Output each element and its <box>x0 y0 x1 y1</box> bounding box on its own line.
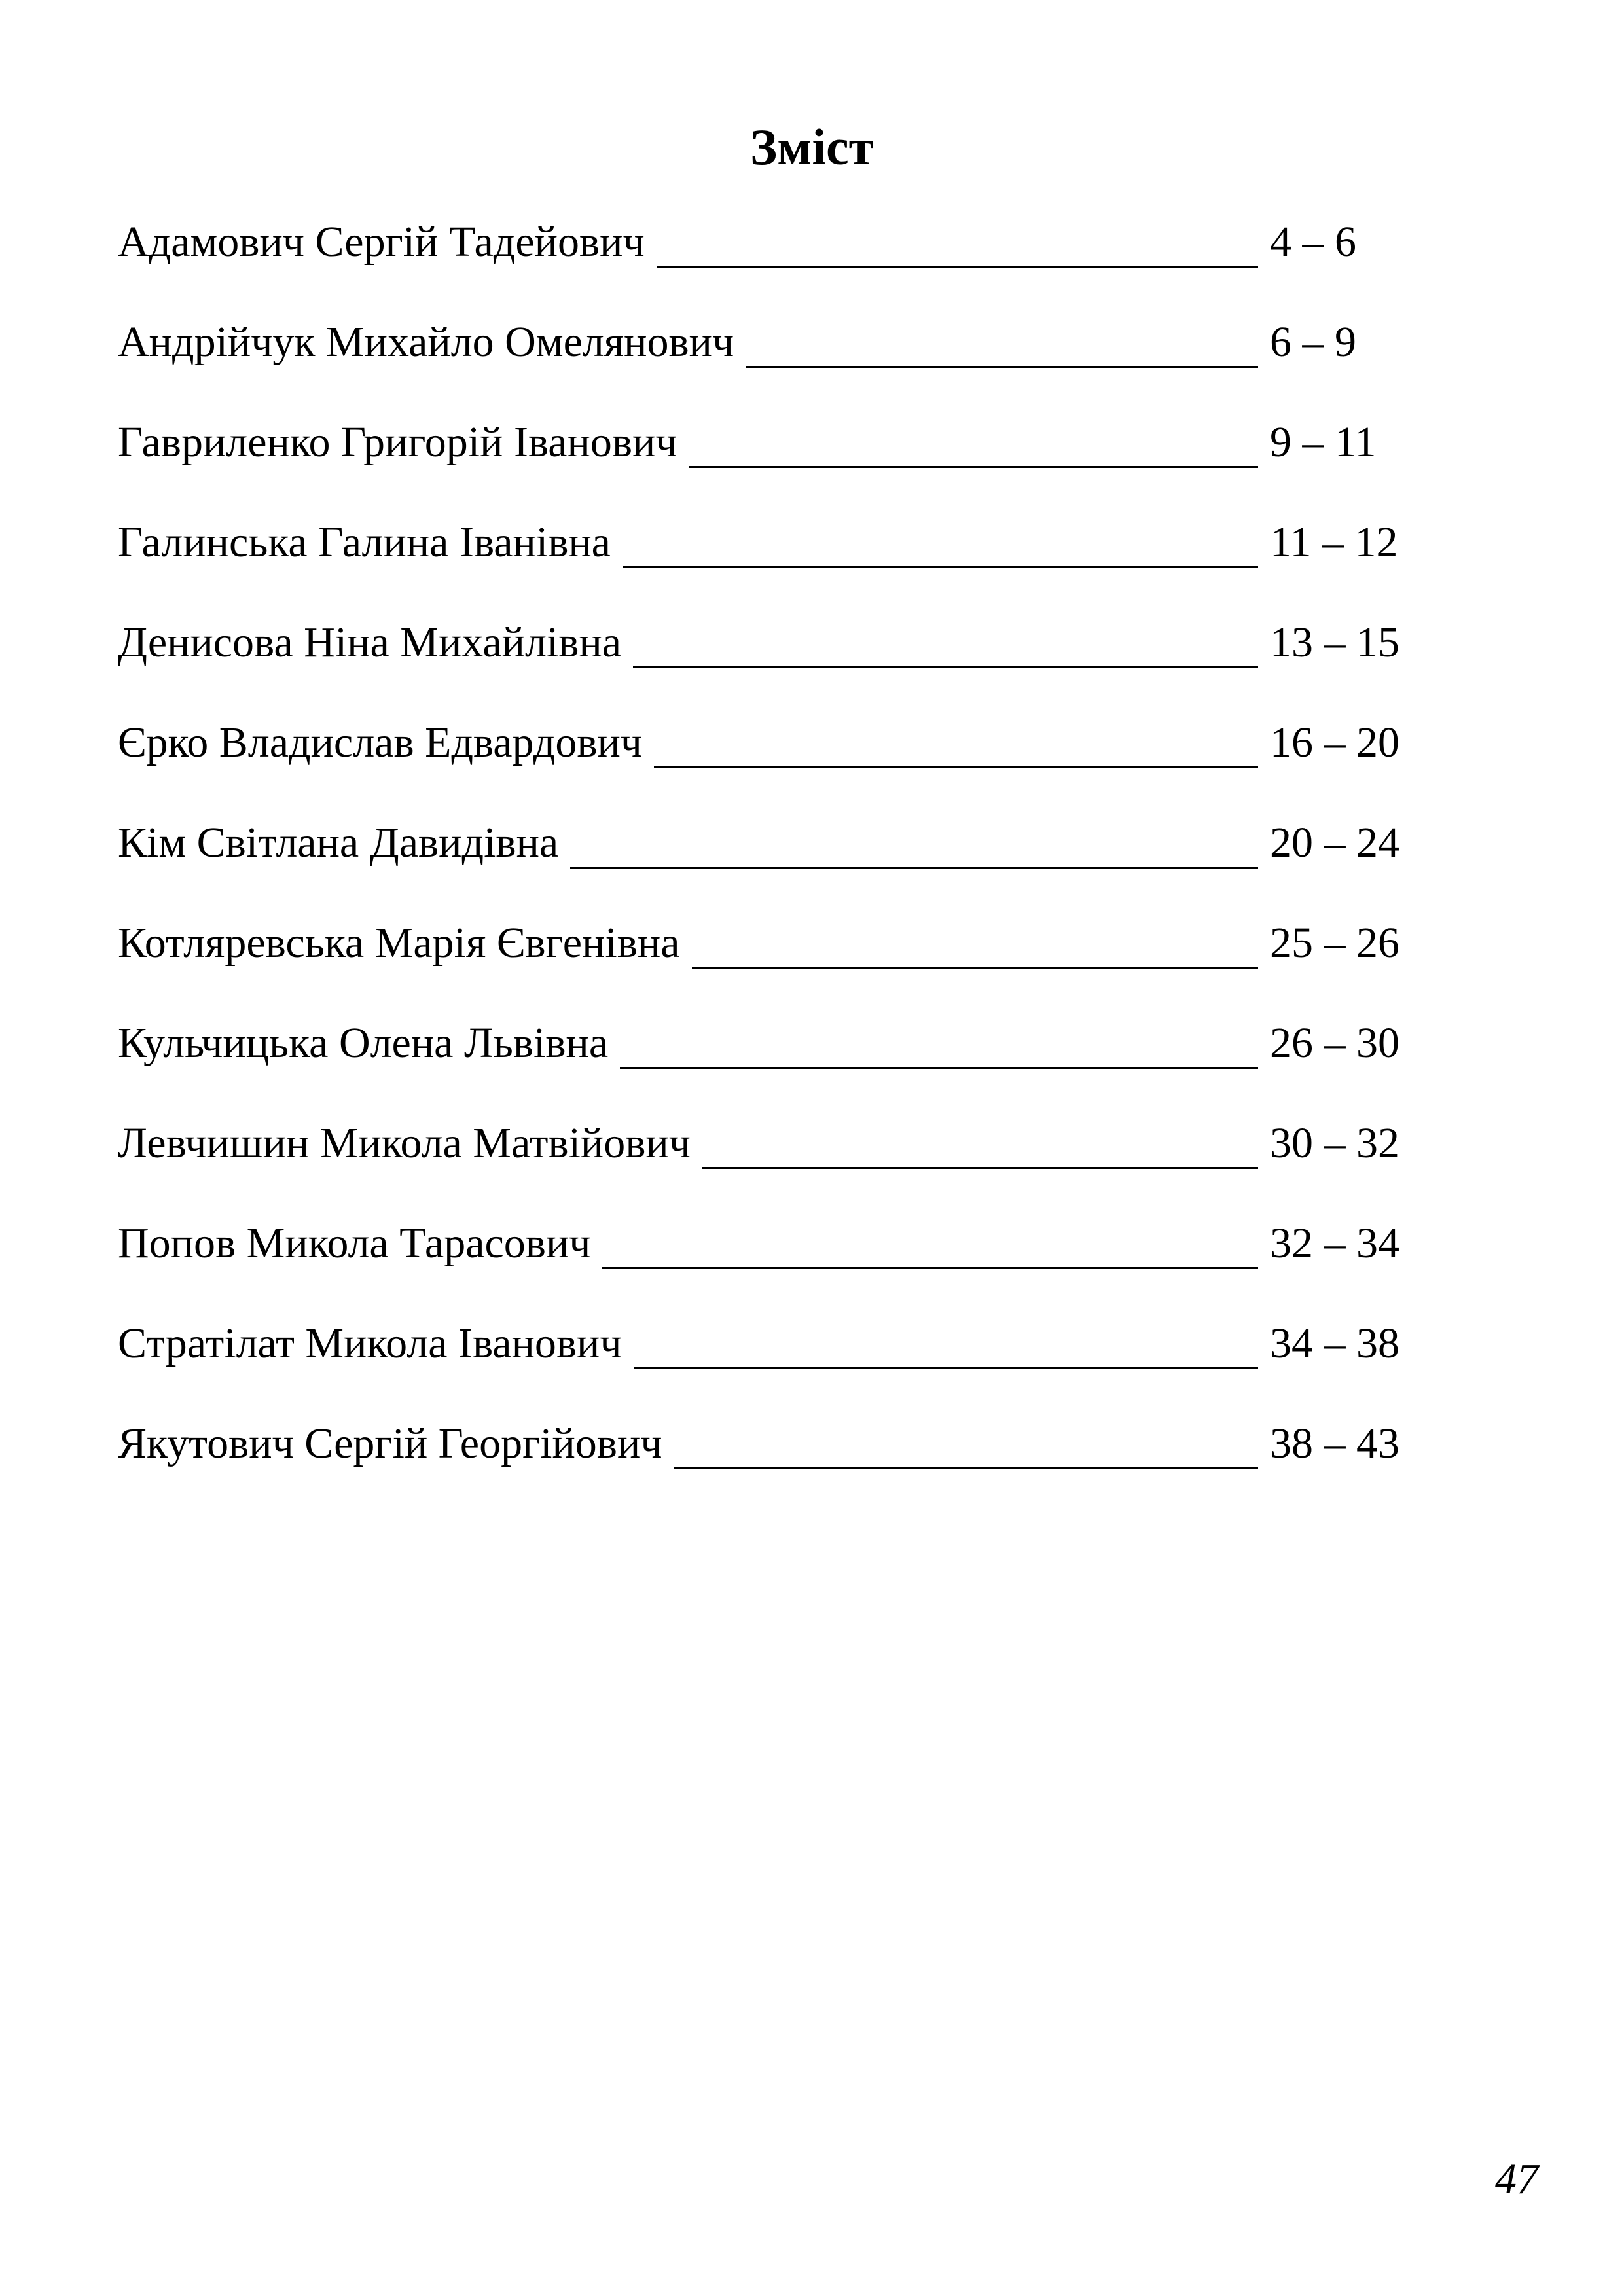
toc-entry <box>118 1011 1427 1076</box>
toc-entry-pages: 30 – 32 <box>1270 1119 1399 1167</box>
toc-entry <box>118 510 1427 575</box>
toc-entry-pages: 4 – 6 <box>1270 218 1356 266</box>
toc-entry <box>118 1311 1427 1376</box>
toc-entry-name: Гавриленко Григорій Іванович <box>118 418 677 466</box>
toc-entry-leader-line <box>674 1467 1258 1469</box>
toc-entry-leader-line <box>657 266 1258 268</box>
toc-entry-pages: 13 – 15 <box>1270 619 1399 666</box>
toc-entry-pages: 9 – 11 <box>1270 418 1377 466</box>
toc-entry <box>118 1111 1427 1176</box>
toc-entry-name: Адамович Сергій Тадейович <box>118 218 645 266</box>
page-title: Зміст <box>750 118 874 175</box>
toc-entry-pages: 32 – 34 <box>1270 1219 1399 1267</box>
toc-entry-pages: 11 – 12 <box>1270 518 1398 566</box>
toc-entry-leader-line <box>602 1267 1258 1269</box>
toc-entry-name: Левчишин Микола Матвійович <box>118 1119 691 1167</box>
toc-entry-pages: 38 – 43 <box>1270 1420 1399 1467</box>
toc-entry-pages: 26 – 30 <box>1270 1019 1399 1067</box>
toc-entry-name: Котляревська Марія Євгенівна <box>118 919 680 967</box>
toc-entry-name: Стратілат Микола Іванович <box>118 1319 622 1367</box>
toc-entry-leader-line <box>689 466 1258 468</box>
toc-entry <box>118 810 1427 876</box>
toc-entry-name: Кім Світлана Давидівна <box>118 819 559 867</box>
toc-entry <box>118 310 1427 375</box>
toc-entry-pages: 6 – 9 <box>1270 318 1356 366</box>
toc-entry-leader-line <box>623 566 1258 568</box>
toc-entry <box>118 209 1427 275</box>
toc-entry-pages: 25 – 26 <box>1270 919 1399 967</box>
toc-entry <box>118 1211 1427 1276</box>
toc-entry-leader-line <box>633 666 1258 668</box>
toc-entry <box>118 410 1427 475</box>
toc-entry-pages: 20 – 24 <box>1270 819 1399 867</box>
toc-entry-name: Галинська Галина Іванівна <box>118 518 611 566</box>
toc-entry <box>118 1411 1427 1477</box>
toc-entry-leader-line <box>746 366 1258 368</box>
toc-entry-name: Попов Микола Тарасович <box>118 1219 591 1267</box>
toc-entry-leader-line <box>702 1167 1258 1169</box>
toc-entry-name: Якутович Сергій Георгійович <box>118 1420 662 1467</box>
toc-entry-leader-line <box>620 1067 1258 1069</box>
toc-entry-leader-line <box>570 867 1258 869</box>
toc-entry-name: Денисова Ніна Михайлівна <box>118 619 622 666</box>
toc-entry <box>118 910 1427 976</box>
toc-entry-name: Андрійчук Михайло Омелянович <box>118 318 734 366</box>
toc-entry-leader-line <box>692 967 1258 969</box>
toc-entry-pages: 34 – 38 <box>1270 1319 1399 1367</box>
toc-entry-name: Єрко Владислав Едвардович <box>118 719 642 766</box>
toc-entry-pages: 16 – 20 <box>1270 719 1399 766</box>
toc-entry-name: Кульчицька Олена Львівна <box>118 1019 609 1067</box>
toc-entry <box>118 710 1427 776</box>
toc-entry <box>118 610 1427 675</box>
page-number: 47 <box>1495 2155 1538 2203</box>
toc-entry-leader-line <box>634 1367 1258 1369</box>
toc-entry-leader-line <box>654 766 1258 768</box>
